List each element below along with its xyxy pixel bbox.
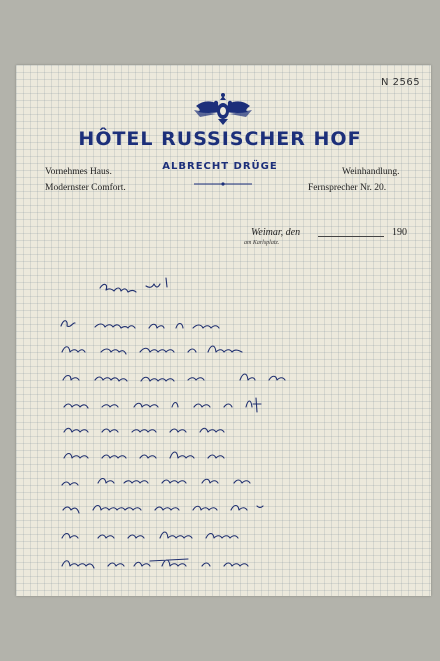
line-5	[64, 428, 224, 432]
line-9	[62, 532, 238, 538]
line-10	[62, 559, 248, 568]
dateline-year: 190	[392, 227, 407, 238]
archive-number: N 2565	[381, 77, 421, 88]
line-3	[63, 374, 285, 381]
line-1	[61, 321, 219, 328]
line-2	[62, 346, 242, 354]
line-6	[64, 452, 224, 458]
proprietor-name: ALBRECHT DRÜGE	[162, 161, 278, 172]
street-address: am Karlsplatz.	[244, 240, 280, 246]
tagline-right-1: Weinhandlung.	[342, 167, 400, 177]
hotel-name: HÔTEL RUSSISCHER HOF	[78, 128, 362, 150]
line-7	[62, 479, 250, 486]
salutation-stroke	[100, 278, 167, 292]
line-4	[64, 398, 261, 412]
tagline-left-1: Vornehmes Haus.	[45, 167, 112, 177]
phone-number: Fernsprecher Nr. 20.	[308, 183, 387, 193]
dateline-place: Weimar, den	[251, 227, 301, 238]
tagline-left-2: Modernster Comfort.	[45, 183, 126, 193]
line-8	[63, 506, 263, 514]
